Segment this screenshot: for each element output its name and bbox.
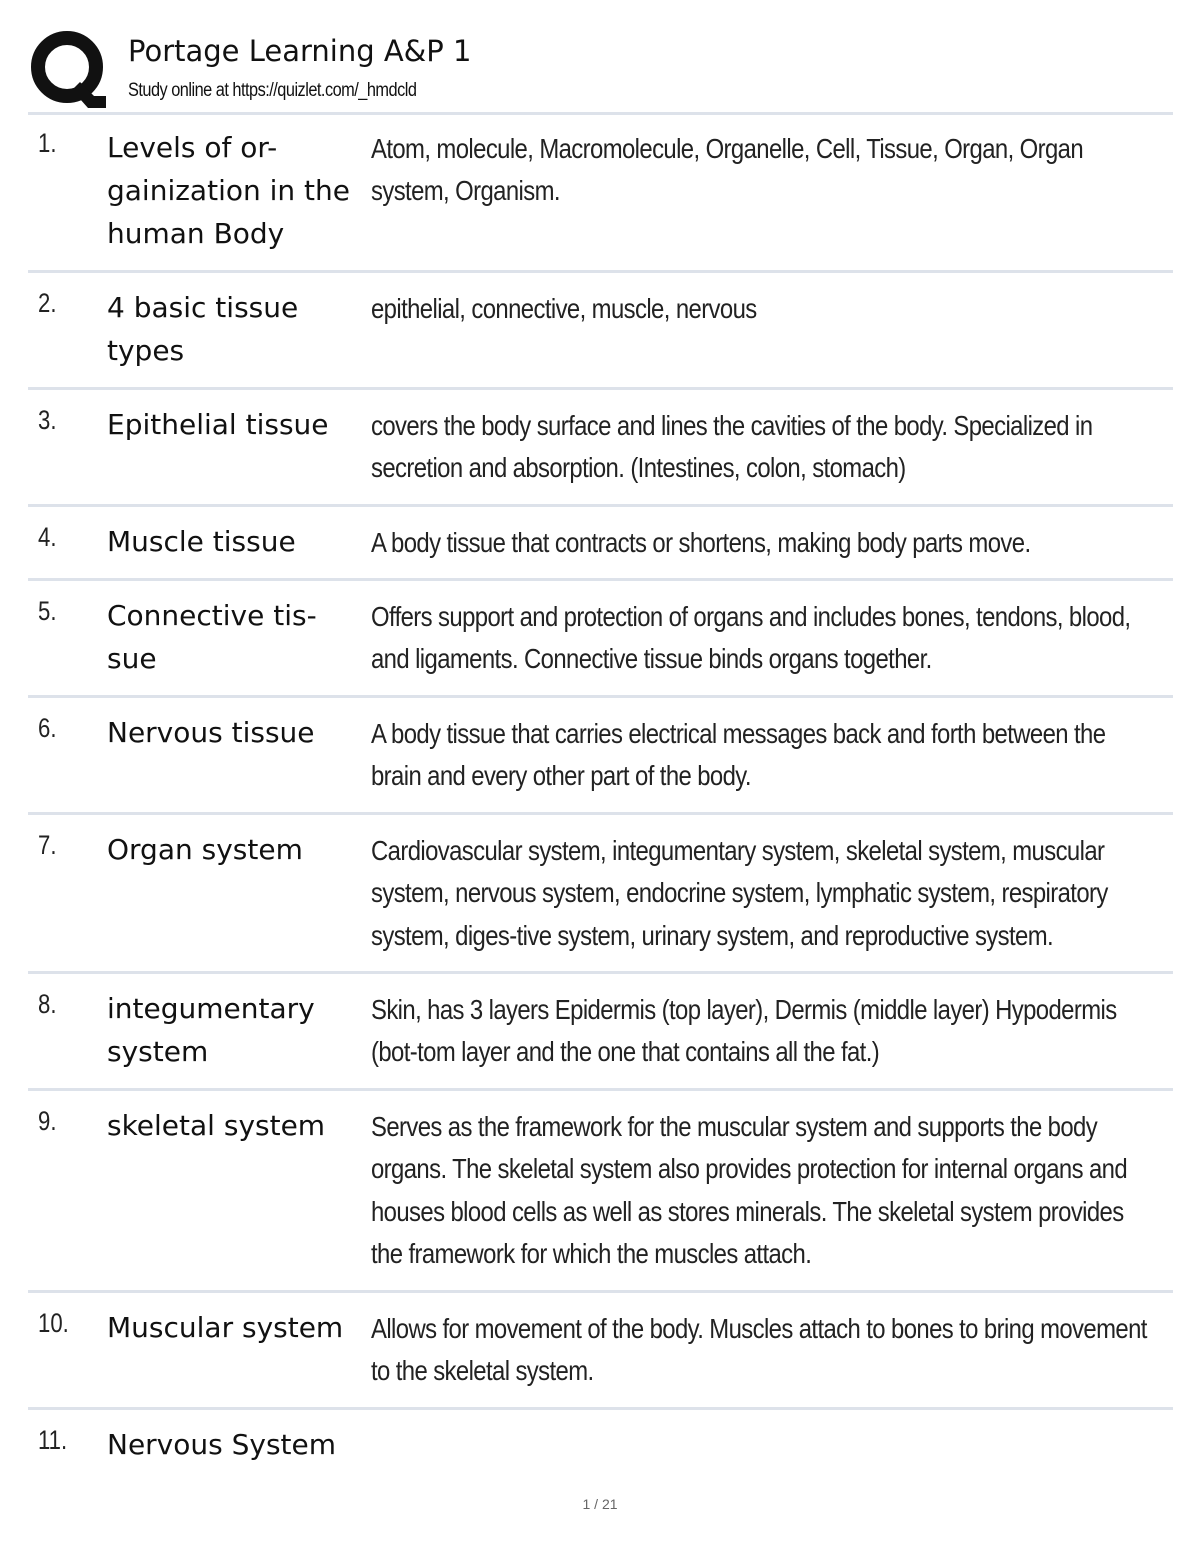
- card-number: 10.: [38, 1308, 69, 1338]
- card-definition: epithelial, connective, muscle, nervous: [371, 293, 757, 324]
- card-term-line: Nervous System: [107, 1428, 337, 1461]
- card-term-line: human Body: [107, 217, 285, 250]
- card-term-line: Connective tis-: [107, 599, 317, 632]
- divider: [28, 578, 1173, 581]
- card-number: 6.: [38, 713, 57, 743]
- card-number: 1.: [38, 128, 57, 158]
- card-term-line: Muscle tissue: [107, 525, 296, 558]
- card-term: [107, 403, 365, 446]
- quizlet-q-logo-icon: [30, 30, 108, 108]
- divider: [28, 387, 1173, 390]
- card-term-line: Muscular system: [107, 1311, 344, 1344]
- card-term-line: sue: [107, 642, 157, 675]
- divider: [28, 112, 1173, 115]
- card-term-line: Levels of or-: [107, 131, 278, 164]
- divider: [28, 270, 1173, 273]
- card-term-line: 4 basic tissue: [107, 291, 299, 324]
- divider: [28, 504, 1173, 507]
- card-term-line: Organ system: [107, 833, 303, 866]
- card-number: 8.: [38, 989, 57, 1019]
- card-definition: Skin, has 3 layers Epidermis (top layer), Dermis (middle layer) Hypodermis (bot-tom layer and the one that contains all the fat.): [371, 994, 1117, 1068]
- card-definition: A body tissue that carries electrical messages back and forth between the brain and every other part of the body.: [371, 718, 1106, 792]
- card-number: 9.: [38, 1106, 57, 1136]
- card-definition: Atom, molecule, Macromolecule, Organelle, Cell, Tissue, Organ, Organ system, Organism.: [371, 133, 1084, 207]
- card-number: 3.: [38, 405, 57, 435]
- card-term: [107, 828, 365, 871]
- card-definition: Allows for movement of the body. Muscles attach to bones to bring movement to the skeletal system.: [371, 1313, 1147, 1387]
- divider: [28, 695, 1173, 698]
- card-term-line: Epithelial tissue: [107, 408, 329, 441]
- card-definition: Offers support and protection of organs and includes bones, tendons, blood, and ligaments. Connective tissue binds organs together.: [371, 601, 1131, 675]
- card-term: [107, 1423, 377, 1466]
- card-number: 11.: [38, 1425, 68, 1455]
- divider: [28, 971, 1173, 974]
- divider: [28, 1088, 1173, 1091]
- page-header: [30, 30, 1170, 110]
- set-title: Portage Learning A&P 1: [128, 34, 472, 68]
- divider: [28, 1290, 1173, 1293]
- card-term: [107, 987, 365, 1073]
- card-term: [107, 286, 365, 372]
- card-term: [107, 1306, 377, 1349]
- card-term-line: types: [107, 334, 185, 367]
- card-term-line: integumentary: [107, 992, 315, 1025]
- card-number: 4.: [38, 522, 57, 552]
- card-term: [107, 126, 377, 255]
- divider: [28, 812, 1173, 815]
- card-number: 2.: [38, 288, 57, 318]
- card-term: [107, 520, 365, 563]
- card-definition: Cardiovascular system, integumentary system, skeletal system, muscular system, nervous system, endocrine system, lymphatic system, respiratory system, diges-tive system, urinary system, and reproductive system.: [371, 835, 1108, 951]
- card-definition: A body tissue that contracts or shortens, making body parts move.: [371, 527, 1031, 558]
- card-term-line: system: [107, 1035, 209, 1068]
- card-term-line: Nervous tissue: [107, 716, 315, 749]
- card-term: [107, 594, 365, 680]
- card-definition: covers the body surface and lines the cavities of the body. Specialized in secretion and absorption. (Intestines, colon, stomach): [371, 410, 1093, 484]
- card-term-line: skeletal system: [107, 1109, 326, 1142]
- card-term: [107, 711, 365, 754]
- card-number: 7.: [38, 830, 57, 860]
- card-number: 5.: [38, 596, 57, 626]
- set-url-subtitle: Study online at https://quizlet.com/_hmdcld: [128, 80, 417, 101]
- card-definition: Serves as the framework for the muscular system and supports the body organs. The skeletal system also provides protection for internal organs and houses blood cells as well as stores minerals. The skeletal system provides the framework for which the muscles attach.: [371, 1111, 1128, 1269]
- page-indicator: 1 / 21: [582, 1496, 618, 1512]
- card-term: [107, 1104, 365, 1147]
- card-term-line: gainization in the: [107, 174, 351, 207]
- divider: [28, 1407, 1173, 1410]
